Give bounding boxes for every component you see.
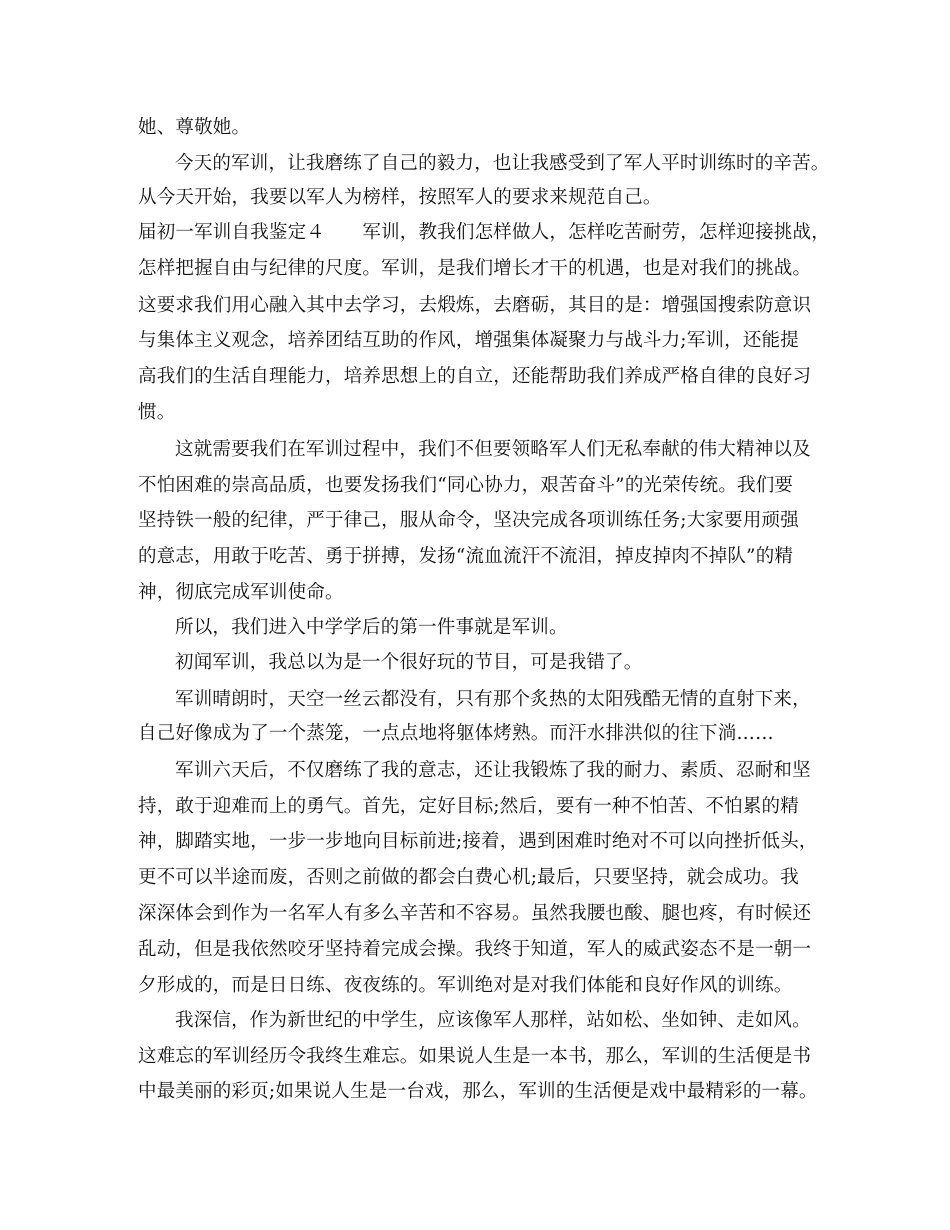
- text-line: 中最美丽的彩页;如果说人生是一台戏，那么，军训的生活便是戏中最精彩的一幕。: [138, 1081, 818, 1102]
- text-line: 高我们的生活自理能力，培养思想上的自立，还能帮助我们养成严格自律的良好习: [138, 366, 812, 387]
- text-line: 坚持铁一般的纪律，严于律己，服从命令，坚决完成各项训练任务;大家要用顽强: [138, 510, 799, 531]
- text-line: 她、尊敬她。: [138, 117, 251, 138]
- text-line: 更不可以半途而废，否则之前做的都会白费心机;最后，只要坚持，就会成功。我: [138, 867, 799, 888]
- text-line: 神，彻底完成军训使命。: [138, 582, 344, 603]
- text-line: 神，脚踏实地，一步一步地向目标前进;接着，遇到困难时绝对不可以向挫折低头，: [138, 831, 818, 852]
- text-line: 惯。: [138, 402, 176, 423]
- text-line: 这就需要我们在军训过程中，我们不但要领略军人们无私奉献的伟大精神以及: [175, 439, 811, 460]
- text-line: 怎样把握自由与纪律的尺度。军训，是我们增长才干的机遇，也是对我们的挑战。: [138, 258, 812, 279]
- text-line: 夕形成的，而是日日练、夜夜练的。军训绝对是对我们体能和良好作风的训练。: [138, 975, 793, 996]
- text-line: 这难忘的军训经历令我终生难忘。如果说人生是一本书，那么，军训的生活便是书: [138, 1046, 812, 1067]
- text-line: 这要求我们用心融入其中去学习，去煅炼，去磨砺，其目的是：增强国搜索防意识: [138, 295, 812, 316]
- text-line: 从今天开始，我要以军人为榜样，按照军人的要求来规范自己。: [138, 187, 662, 208]
- text-line: 与集体主义观念，培养团结互助的作风，增强集体凝聚力与战斗力;军训，还能提: [138, 330, 799, 351]
- text-line: 初闻军训，我总以为是一个很好玩的节目，可是我错了。: [175, 652, 643, 673]
- text-line: 届初一军训自我鉴定４ 军训，教我们怎样做人，怎样吃苦耐劳，怎样迎接挑战，: [138, 222, 830, 243]
- text-line: 深深体会到作为一名军人有多么辛苦和不容易。虽然我腰也酸、腿也疼，有时候还: [138, 903, 812, 924]
- text-line: 的意志，用敢于吃苦、勇于拼搏，发扬“流血流汗不流泪，掉皮掉肉不掉队”的精: [138, 546, 794, 567]
- text-line: 我深信，作为新世纪的中学生，应该像军人那样，站如松、坐如钟、走如风。: [175, 1010, 811, 1031]
- text-line: 军训六天后，不仅磨练了我的意志，还让我锻炼了我的耐力、素质、忍耐和坚: [175, 760, 811, 781]
- text-line: 乱动，但是我依然咬牙坚持着完成会操。我终于知道，军人的威武姿态不是一朝一: [138, 939, 812, 960]
- text-line: 持，敢于迎难而上的勇气。首先，定好目标;然后，要有一种不怕苦、不怕累的精: [138, 796, 799, 817]
- text-line: 今天的军训，让我磨练了自己的毅力，也让我感受到了军人平时训练时的辛苦。: [175, 153, 830, 174]
- text-line: 不怕困难的崇高品质，也要发扬我们“同心协力，艰苦奋斗”的光荣传统。我们要: [138, 475, 794, 496]
- text-line: 自己好像成为了一个蒸笼，一点点地将躯体烤熟。而汗水排洪似的往下淌……: [138, 723, 774, 744]
- text-line: 所以，我们进入中学学后的第一件事就是军训。: [175, 617, 568, 638]
- text-line: 军训晴朗时，天空一丝云都没有，只有那个炙热的太阳残酷无情的直射下来，: [175, 689, 811, 710]
